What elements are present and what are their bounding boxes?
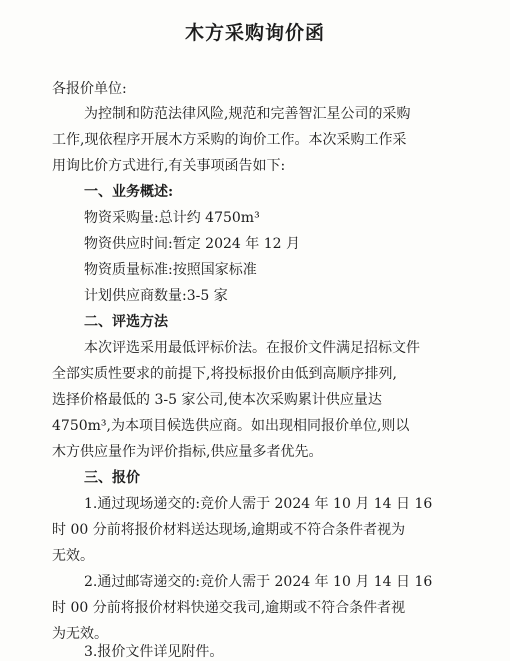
section2-heading: 二、评选方法	[84, 314, 168, 330]
section2-line-2: 全部实质性要求的前提下,将投标报价由低到高顺序排列,	[52, 366, 397, 382]
intro-line-2: 工作,现依程序开展木方采购的询价工作。本次采购工作采	[52, 132, 407, 148]
section3-item2-line-1: 2.通过邮寄递交的:竞价人需于 2024 年 10 月 14 日 16	[84, 574, 433, 590]
document-title: 木方采购询价函	[184, 22, 325, 44]
section1-heading: 一、业务概述:	[84, 184, 174, 200]
section2-line-4: 4750m³,为本项目候选供应商。如出现相同报价单位,则以	[52, 418, 410, 434]
section3-item1-line-2: 时 00 分前将报价材料送达现场,逾期或不符合条件者视为	[52, 522, 406, 538]
section3-item1-line-3: 无效。	[52, 548, 94, 564]
section2-line-1: 本次评选采用最低评标价法。在报价文件满足招标文件	[84, 340, 420, 356]
section1-item-4: 计划供应商数量:3-5 家	[84, 288, 228, 304]
section3-heading: 三、报价	[84, 470, 140, 486]
section1-item-1: 物资采购量:总计约 4750m³	[84, 210, 260, 226]
section1-item-2: 物资供应时间:暂定 2024 年 12 月	[84, 236, 300, 252]
section3-item2-line-3: 为无效。	[52, 626, 108, 642]
section2-line-5: 木方供应量作为评价指标,供应量多者优先。	[52, 444, 323, 460]
intro-line-3: 用询比价方式进行,有关事项函告如下:	[52, 158, 286, 174]
section3-item1-line-1: 1.通过现场递交的:竞价人需于 2024 年 10 月 14 日 16	[84, 496, 433, 512]
salutation: 各报价单位:	[52, 81, 127, 97]
section2-line-3: 选择价格最低的 3-5 家公司,使本次采购累计供应量达	[52, 392, 382, 408]
intro-line-1: 为控制和防范法律风险,规范和完善智汇星公司的采购	[84, 106, 411, 122]
section3-item3: 3.报价文件详见附件。	[84, 644, 224, 660]
section1-item-3: 物资质量标准:按照国家标准	[84, 262, 257, 278]
section3-item2-line-2: 时 00 分前将报价材料快递交我司,逾期或不符合条件者视	[52, 600, 406, 616]
